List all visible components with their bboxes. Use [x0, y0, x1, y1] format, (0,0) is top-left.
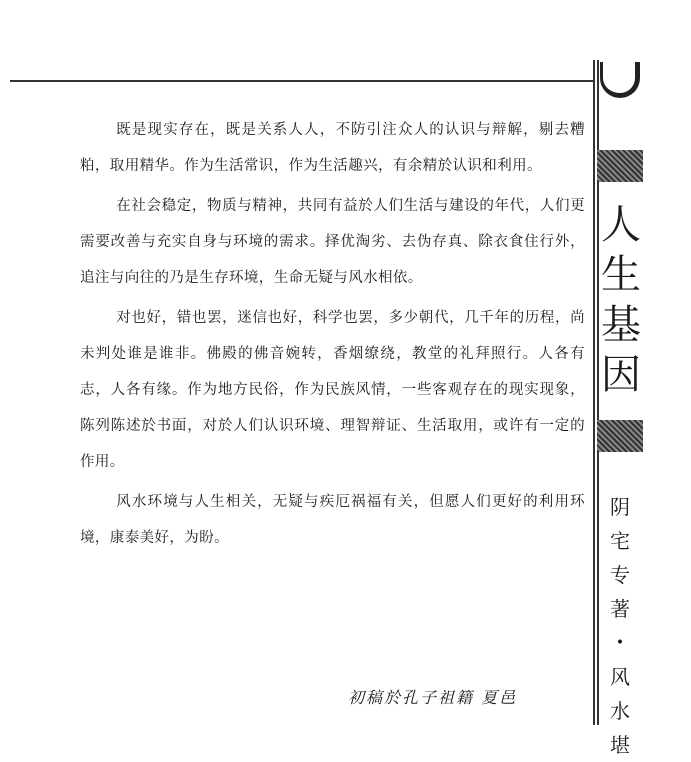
- paragraph-3: 对也好，错也罢，迷信也好，科学也罢，多少朝代，几千年的历程，尚未判处谁是谁非。佛殿的佛音婉转，香烟缭绕，教堂的礼拜照行。人各有志，人各有缘。作为地方民俗，作为民族风情，一些客观存在的现实现象，陈列陈述於书面，对於人们认识环境、理智辩证、生活取用，或许有一定的作用。: [80, 310, 585, 470]
- spine-subtitle-char: 宅: [610, 529, 630, 553]
- spine-decor-band-bottom: [597, 420, 643, 452]
- spine-title-char: 基: [601, 302, 641, 348]
- top-rule: [10, 80, 594, 82]
- spine-emblem: [600, 62, 640, 98]
- spine-subtitle-char: 阴: [610, 495, 630, 519]
- spine-title: [596, 200, 646, 400]
- spine-subtitle-char: 专: [610, 563, 630, 587]
- spine-border-left: [593, 60, 595, 725]
- paragraph-2: 在社会稳定，物质与精神，共同有益於人们生活与建设的年代，人们更需要改善与充实自身与环境的需求。择优淘劣、去伪存真、除衣食住行外，追注与向往的乃是生存环境，生命无疑与风水相依。: [80, 198, 585, 286]
- spine-title-char: 人: [601, 202, 641, 248]
- spine-decor-band-top: [597, 150, 643, 182]
- paragraph-1: 既是现实存在，既是关系人人，不防引注众人的认识与辩解，剔去糟粕，取用精华。作为生活常识，作为生活趣兴，有余精於认识和利用。: [80, 122, 585, 174]
- spine-subtitle-char: 水: [610, 699, 630, 723]
- spine-title-char: 因: [601, 352, 641, 398]
- paragraph-4: 风水环境与人生相关，无疑与疾厄祸福有关，但愿人们更好的利用环境，康泰美好，为盼。: [80, 494, 585, 546]
- signature: 初稿於孔子祖籍 夏邑: [348, 688, 518, 707]
- spine-title-char: 生: [601, 252, 641, 298]
- spine-subtitle-char: 著: [610, 597, 630, 621]
- spine-subtitle-char: 风: [610, 665, 630, 689]
- spine-subtitle: [597, 490, 643, 762]
- spine-subtitle-char: 堪: [610, 733, 630, 757]
- body-text: [80, 112, 585, 556]
- spine-subtitle-dot: •: [615, 635, 625, 651]
